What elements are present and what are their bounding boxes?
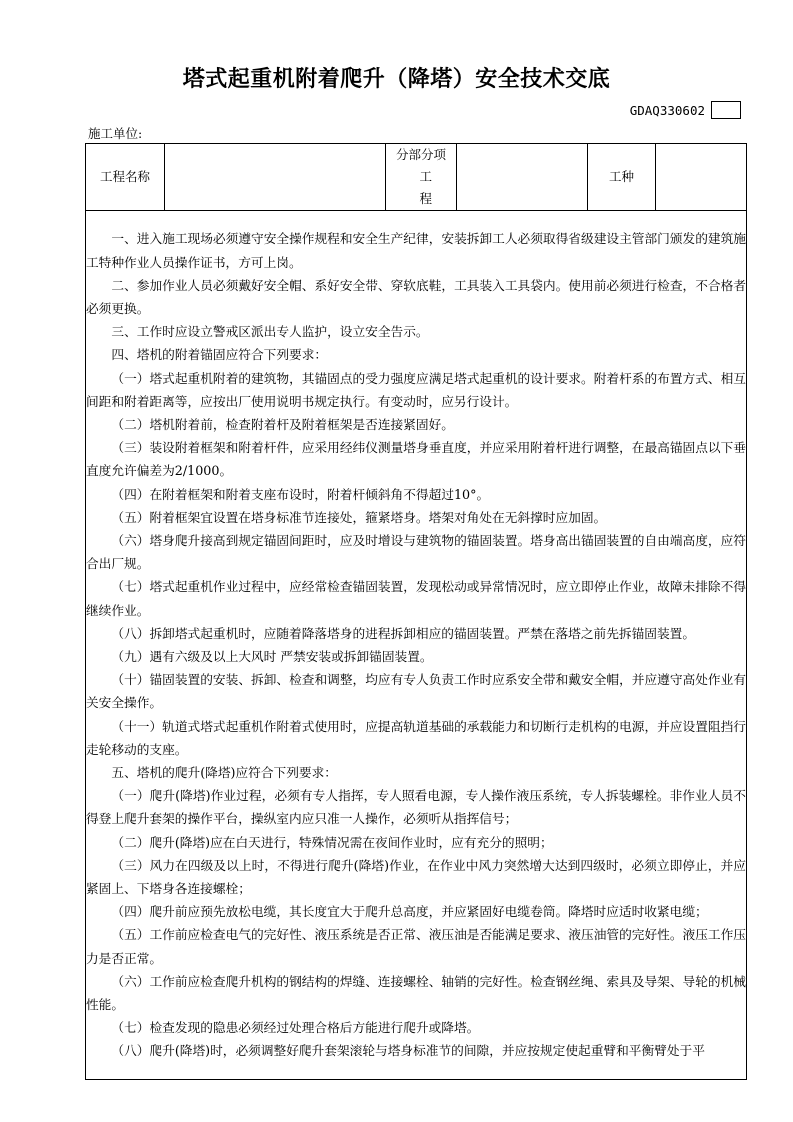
form-code-group (630, 101, 741, 119)
subdivision-label (386, 144, 500, 211)
交底-content-body (86, 227, 746, 1062)
content-paragraph: （四）爬升前应预先放松电缆，其长度宜大于爬升总高度，并应紧固好电缆卷筒。降塔时应适时收紧电缆； (111, 904, 708, 920)
content-paragraph: 一、进入施工现场必须遵守安全操作规程和安全生产纪律，安装拆卸工人必须取得省级建设主管部门颁发的建筑施工特种作业人员操作证书，方可上岗。 (86, 231, 746, 270)
content-paragraph: （十一）轨道式塔式起重机作附着式使用时，应提高轨道基础的承载能力和切断行走机构的电源，并应设置阻挡行走轮移动的支座。 (86, 718, 746, 757)
content-paragraph: （七）塔式起重机作业过程中，应经常检查锚固装置，发现松动或异常情况时，应立即停止作业，故障未排除不得继续作业。 (86, 579, 746, 618)
table-body-row (86, 211, 747, 1080)
form-code-box[interactable] (711, 101, 741, 119)
worktype-label: 工种 (588, 144, 656, 211)
project-name-value[interactable] (165, 144, 386, 211)
content-paragraph: （八）爬升(降塔)时，必须调整好爬升套架滚轮与塔身标准节的间隙，并应按规定使起重臂和平衡臂处于平 (111, 1043, 705, 1059)
content-paragraph: （五）附着框架宜设置在塔身标准节连接处，箍紧塔身。塔架对角处在无斜撑时应加固。 (111, 509, 607, 525)
content-paragraph: 四、塔机的附着锚固应符合下列要求： (111, 347, 328, 363)
content-paragraph: （四）在附着框架和附着支座布设时，附着杆倾斜角不得超过10°。 (111, 486, 490, 502)
subdivision-label-line1: 分部分项 (395, 147, 446, 162)
content-paragraph: （八）拆卸塔式起重机时，应随着降落塔身的进程拆卸相应的锚固装置。严禁在落塔之前先拆锚固装置。 (111, 625, 696, 641)
content-paragraph: （六）工作前应检查爬升机构的钢结构的焊缝、连接螺栓、轴销的完好性。检查钢丝绳、索具及导架、导轮的机械性能。 (86, 973, 746, 1013)
content-paragraph: （六）塔身爬升接高到规定锚固间距时，应及时增设与建筑物的锚固装置。塔身高出锚固装置的自由端高度，应符合出厂规。 (86, 532, 746, 572)
project-name-label: 工程名称 (86, 144, 165, 211)
construction-unit-label: 施工单位: (88, 126, 143, 141)
交底-content-cell (86, 211, 747, 1080)
form-code-text: GDAQ330602 (629, 102, 705, 118)
content-paragraph: 三、工作时应设立警戒区派出专人监护，设立安全告示。 (111, 324, 429, 340)
content-paragraph: （二）塔机附着前，检查附着杆及附着框架是否连接紧固好。 (111, 416, 454, 432)
content-paragraph: （一）爬升(降塔)作业过程，必须有专人指挥，专人照看电源，专人操作液压系统，专人拆装螺栓。非作业人员不得登上爬升套架的操作平台，操纵室内应只准一人操作，必须听从指挥信号； (86, 788, 746, 827)
content-paragraph: （十）锚固装置的安装、拆卸、检查和调整，均应有专人负责工作时应系安全带和戴安全帽，并应遵守高处作业有关安全操作。 (86, 672, 746, 711)
content-paragraph: 五、塔机的爬升(降塔)应符合下列要求： (111, 765, 337, 781)
content-paragraph: （七）检查发现的隐患必须经过处理合格后方能进行爬升或降塔。 (111, 1020, 480, 1036)
content-paragraph: （五）工作前应检查电气的完好性、液压系统是否正常、液压油是否能满足要求、液压油管的完好性。液压工作压力是否正常。 (86, 927, 746, 966)
交底-info-table (85, 143, 747, 1080)
page-title: 塔式起重机附着爬升（降塔）安全技术交底 (182, 67, 611, 92)
content-paragraph: （三）装设附着框架和附着杆件，应采用经纬仪测量塔身垂直度，并应采用附着杆进行调整，在最高锚固点以下垂直度允许偏差为2/1000。 (86, 440, 746, 479)
content-paragraph: （一）塔式起重机附着的建筑物，其锚固点的受力强度应满足塔式起重机的设计要求。附着杆系的布置方式、相互间距和附着距离等，应按出厂使用说明书规定执行。有变动时，应另行设计。 (86, 370, 746, 409)
subdivision-label-line2: 工 程 (419, 169, 500, 206)
content-paragraph: （九）遇有六级及以上大风时 严禁安装或拆卸锚固装置。 (111, 649, 433, 664)
table-header-row (86, 144, 747, 211)
worktype-value[interactable] (656, 144, 747, 211)
content-paragraph: （三）风力在四级及以上时，不得进行爬升(降塔)作业，在作业中风力突然增大达到四级时，必须立即停止，并应紧固上、下塔身各连接螺栓； (86, 857, 746, 897)
content-paragraph: （二）爬升(降塔)应在白天进行，特殊情况需在夜间作业时，应有充分的照明； (111, 834, 553, 850)
content-paragraph: 二、参加作业人员必须戴好安全帽、系好安全带、穿软底鞋，工具装入工具袋内。使用前必须进行检查，不合格者必须更换。 (86, 277, 746, 316)
